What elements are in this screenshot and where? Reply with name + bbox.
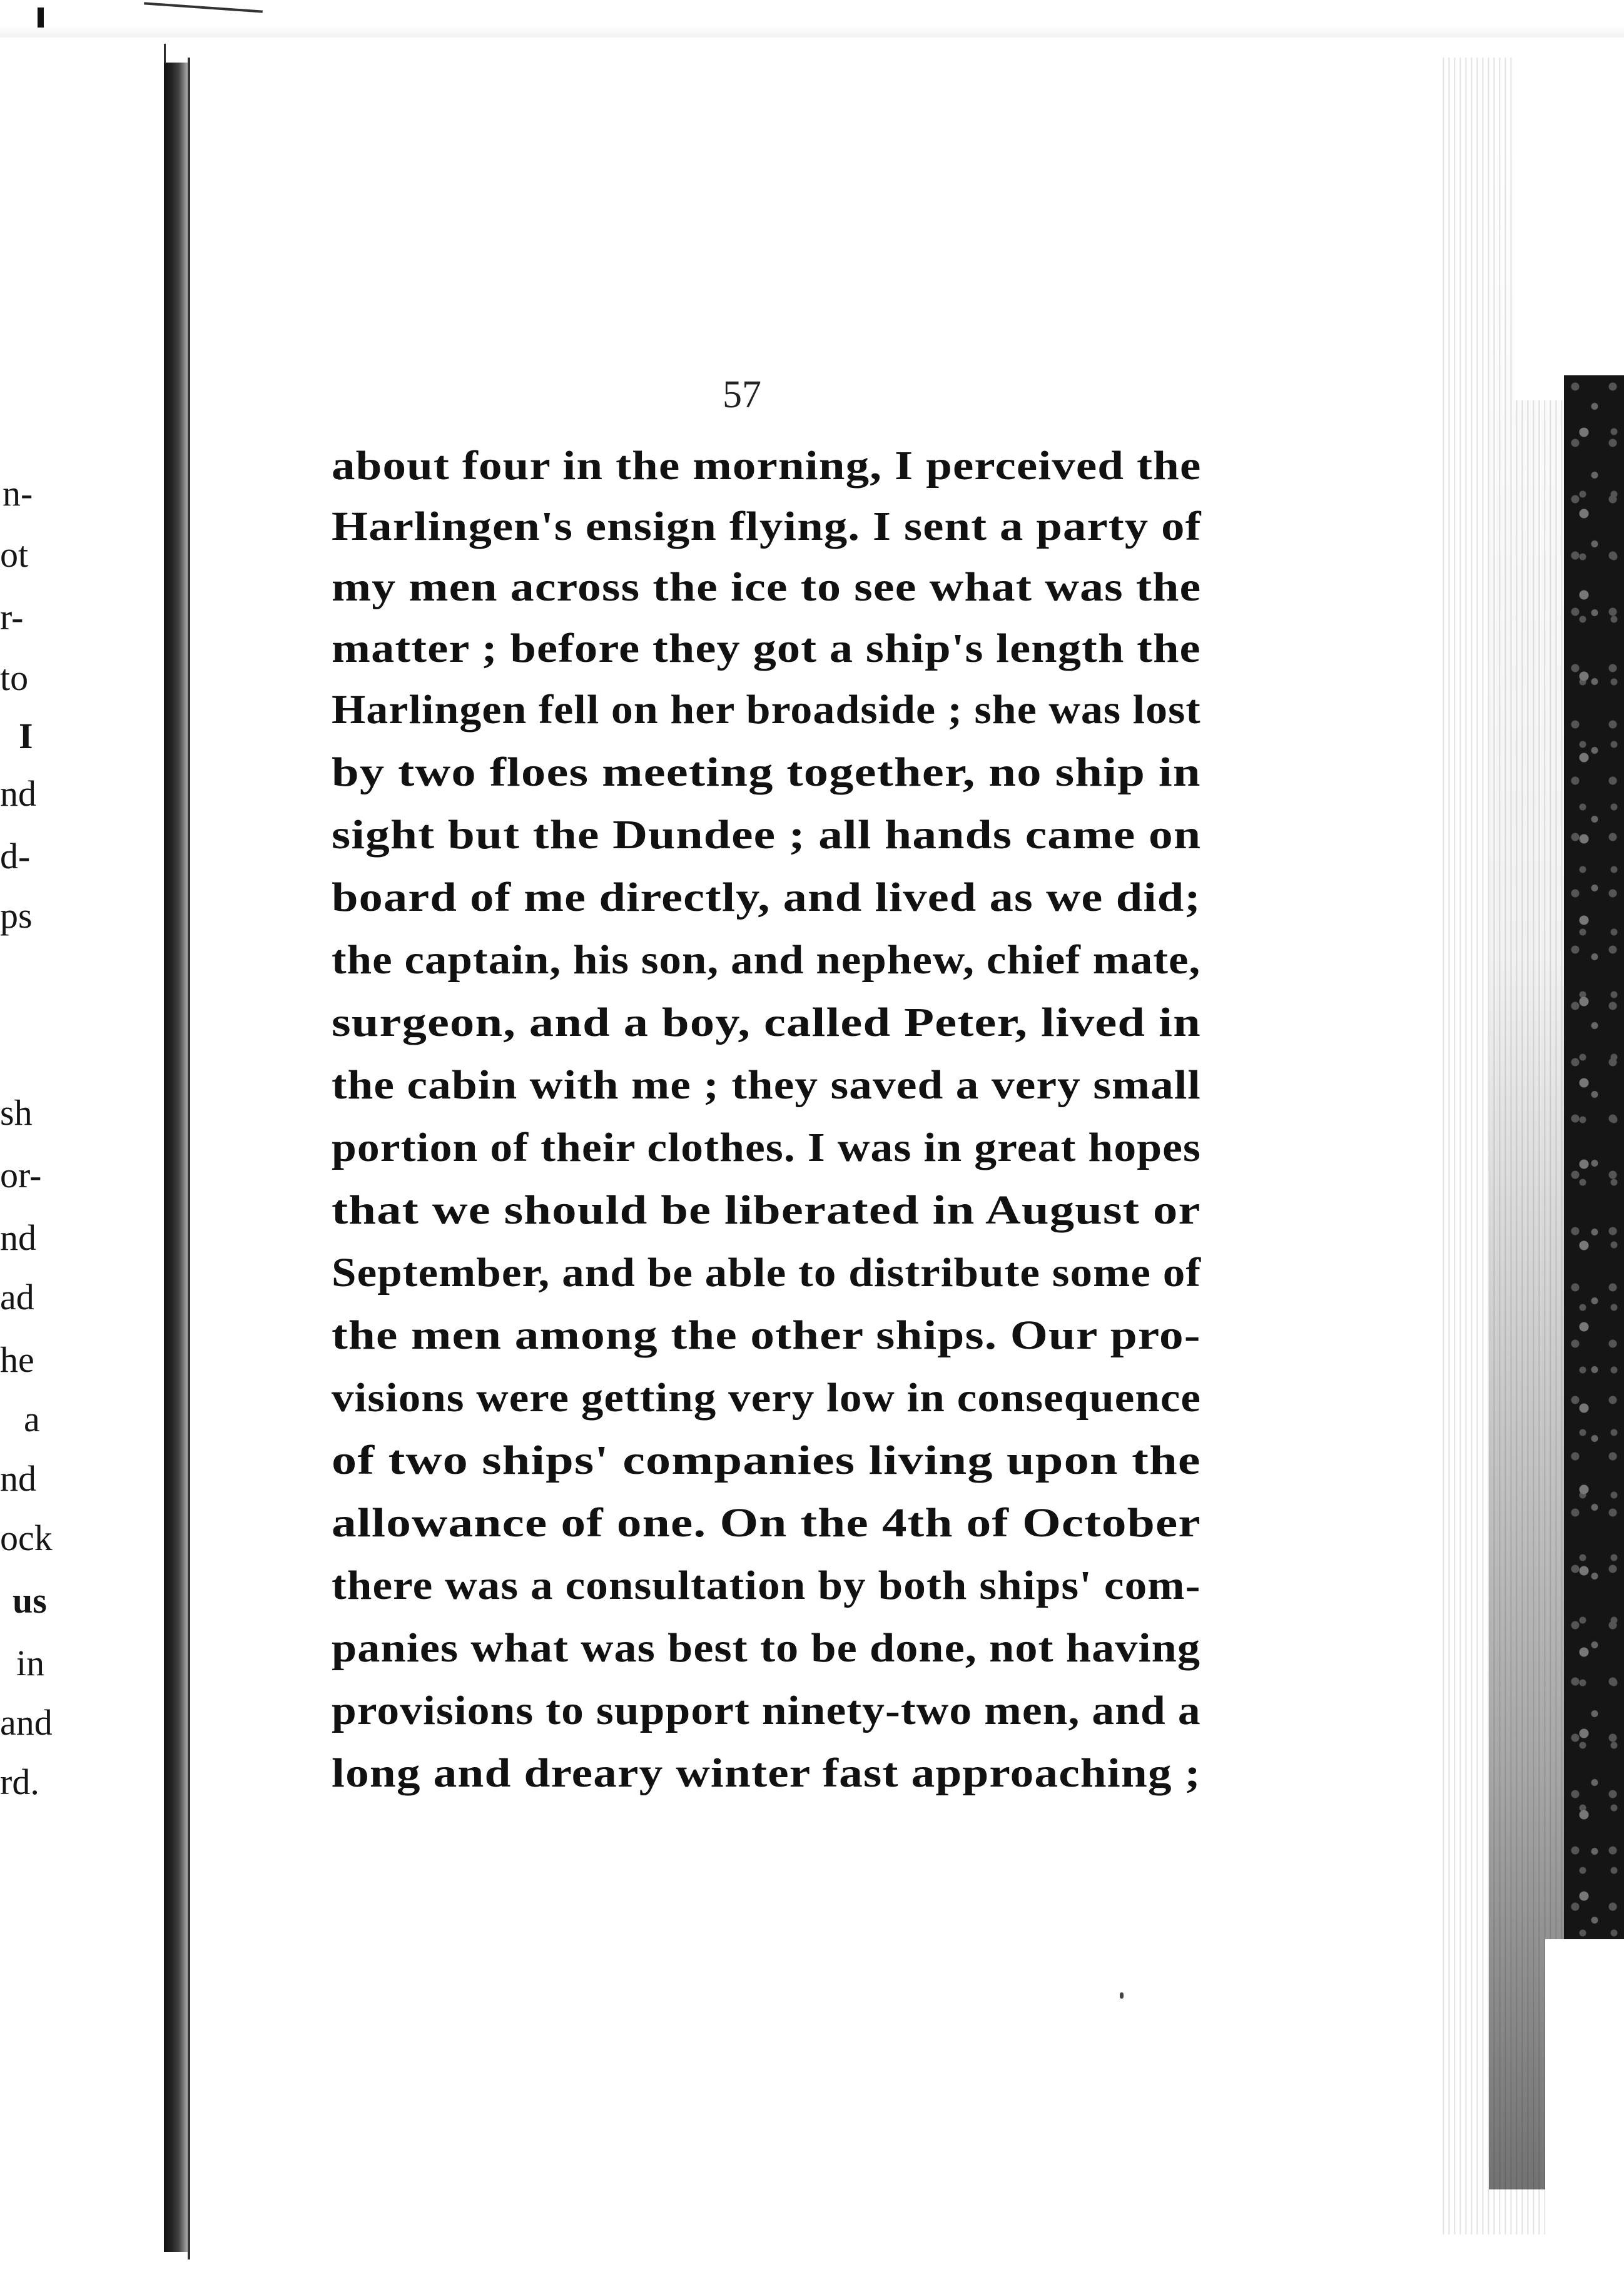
text-line: Harlingen's ensign flying. I sent a party of	[332, 504, 1202, 549]
left-fragment: n-	[3, 473, 33, 514]
left-fragment: nd	[0, 1458, 36, 1499]
page-number: 57	[723, 373, 761, 416]
text-line: about four in the morning, I perceived the	[332, 443, 1202, 489]
ink-speck	[1120, 1992, 1124, 1999]
text-line: of two ships' companies living upon the	[332, 1438, 1201, 1483]
text-line: September, and be able to distribute some of	[332, 1250, 1202, 1296]
text-line: panies what was best to be done, not having	[332, 1625, 1201, 1671]
left-fragment: nd	[0, 773, 36, 814]
left-fragment: ad	[0, 1277, 34, 1317]
text-line: that we should be liberated in August or	[332, 1187, 1201, 1233]
left-fragment: or-	[0, 1155, 42, 1195]
left-fragment: to	[0, 657, 29, 698]
left-fragment: r-	[0, 597, 24, 637]
left-fragment: I	[19, 716, 33, 756]
text-line: portion of their clothes. I was in great hopes	[332, 1125, 1201, 1170]
book-gutter	[164, 63, 189, 2252]
left-fragment: in	[16, 1643, 45, 1683]
text-line: there was a consultation by both ships' com-	[332, 1563, 1201, 1608]
left-page-text-fragments	[0, 0, 164, 2272]
left-fragment: ot	[0, 534, 29, 575]
text-line: surgeon, and a boy, called Peter, lived in	[332, 1000, 1201, 1045]
left-fragment: nd	[0, 1217, 36, 1258]
text-line: by two floes meeting together, no ship in	[332, 749, 1201, 795]
left-fragment: us	[13, 1580, 47, 1621]
left-fragment: ock	[0, 1518, 53, 1558]
text-line: sight but the Dundee ; all hands came on	[332, 812, 1202, 858]
text-line: board of me directly, and lived as we did;	[332, 875, 1201, 920]
text-line: long and dreary winter fast approaching ;	[332, 1750, 1201, 1796]
background-top-right	[1514, 50, 1624, 400]
left-fragment: he	[0, 1339, 34, 1380]
left-fragment: and	[0, 1702, 53, 1743]
left-fragment: rd.	[0, 1762, 39, 1802]
text-line: provisions to support ninety-two men, and a	[332, 1688, 1201, 1733]
book-cover-texture	[1564, 375, 1624, 1939]
text-line: allowance of one. On the 4th of October	[332, 1500, 1201, 1546]
page-edges-shadow	[1489, 125, 1564, 2189]
text-line: matter ; before they got a ship's length the	[332, 626, 1201, 671]
left-fragment: a	[24, 1399, 40, 1439]
text-line: my men across the ice to see what was the	[332, 564, 1202, 610]
left-fragment: ps	[0, 895, 33, 936]
background-bottom-right	[1545, 1939, 1624, 2272]
text-line: the men among the other ships. Our pro-	[332, 1312, 1201, 1358]
text-line: the cabin with me ; they saved a very small	[332, 1062, 1201, 1108]
scan-top-margin	[0, 0, 1624, 38]
left-fragment: sh	[0, 1092, 33, 1133]
text-line: visions were getting very low in consequence	[332, 1375, 1201, 1421]
text-line: the captain, his son, and nephew, chief mate,	[332, 937, 1201, 983]
left-fragment: d-	[0, 836, 31, 876]
text-line: Harlingen fell on her broadside ; she was lost	[332, 687, 1201, 733]
